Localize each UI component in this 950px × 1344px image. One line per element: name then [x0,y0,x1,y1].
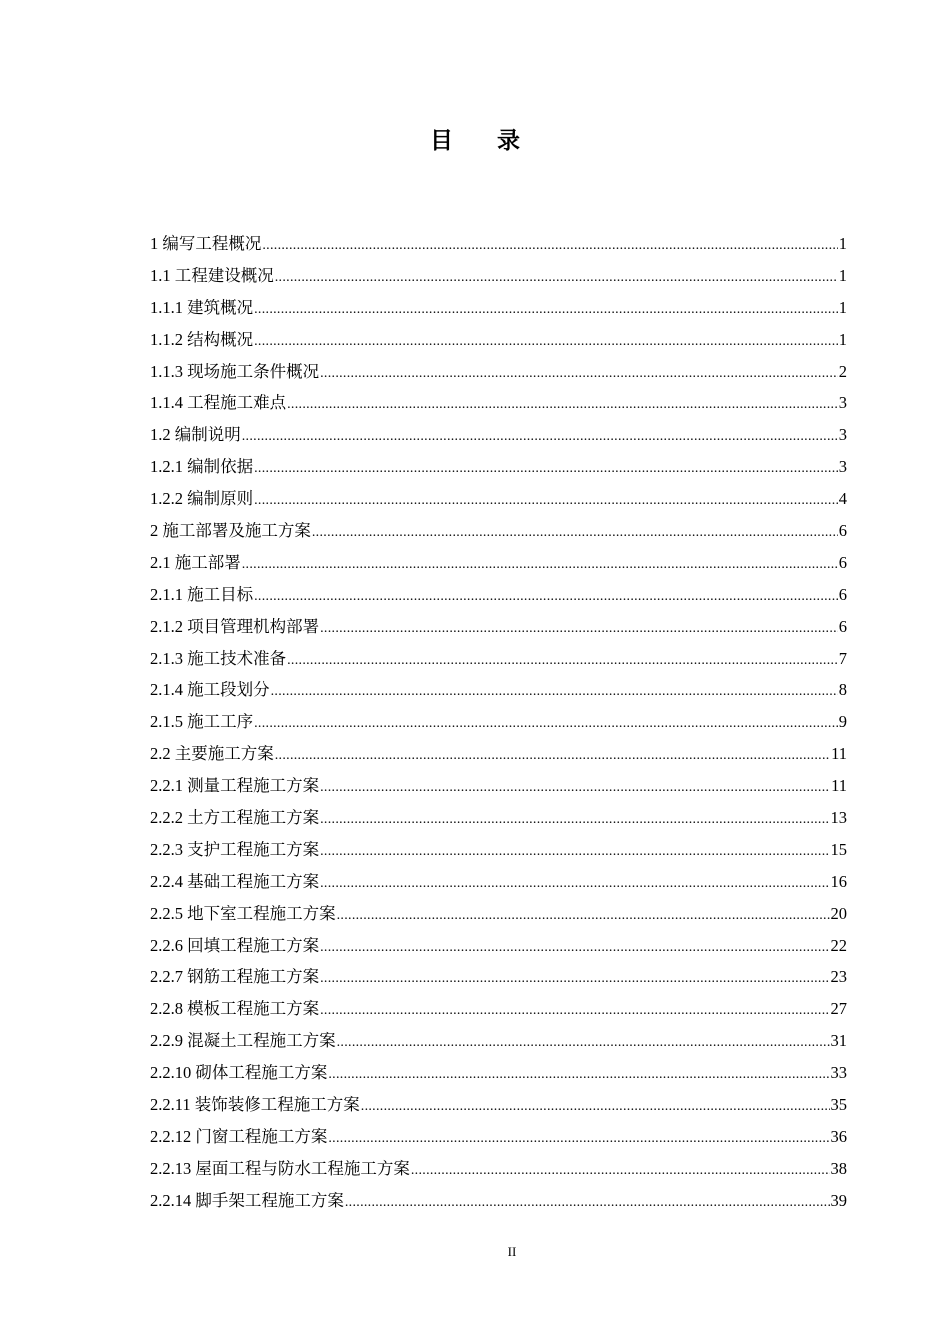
toc-entry-page-number: 39 [830,1190,847,1210]
toc-entry-label: 1.1 工程建设概况 [150,265,274,285]
toc-entry-label: 2.2.3 支护工程施工方案 [150,839,320,859]
toc-entry-page-number: 27 [830,999,847,1019]
toc-entry-label: 2.2.10 砌体工程施工方案 [150,1063,328,1083]
page-number-footer: II [507,1244,517,1259]
toc-entry-label: 2 施工部署及施工方案 [150,521,311,541]
toc-entry-page-number: 9 [838,712,847,732]
toc-entry-page-number: 6 [838,584,847,604]
toc-entry[interactable] [150,1121,847,1153]
toc-entry[interactable] [150,356,847,388]
toc-entry-label: 2.2.11 装饰装修工程施工方案 [150,1095,360,1115]
toc-entry[interactable] [150,1025,847,1057]
toc-dot-leader [254,483,838,517]
toc-entry-page-number: 15 [830,839,847,859]
toc-dot-leader [320,356,838,390]
toc-entry-page-number: 11 [831,744,847,764]
page-title: 目 录 [429,128,538,154]
toc-entry-label: 1.2.1 编制依据 [150,457,254,477]
toc-entry[interactable] [150,674,847,706]
toc-entry-label: 2.2.9 混凝土工程施工方案 [150,1031,336,1051]
toc-dot-leader [242,547,838,581]
toc-entry-page-number: 20 [830,903,847,923]
toc-entry-page-number: 33 [830,1063,847,1083]
toc-entry-page-number: 13 [830,808,847,828]
toc-entry-label: 1 编写工程概况 [150,234,262,253]
toc-entry-label: 2.2.8 模板工程施工方案 [150,999,320,1019]
toc-entry-label: 2.2.12 门窗工程施工方案 [150,1126,328,1146]
toc-entry-page-number: 22 [830,935,847,955]
toc-entry-label: 2.1.3 施工技术准备 [150,648,287,668]
toc-entry-label: 2.2.13 屋面工程与防水工程施工方案 [150,1158,410,1178]
toc-dot-leader [254,292,838,326]
toc-entry-label: 2.2.14 脚手架工程施工方案 [150,1190,344,1210]
toc-dot-leader [275,260,838,294]
toc-entry[interactable] [150,930,847,962]
toc-entry-page-number: 1 [838,297,847,317]
toc-entry-label: 2.1.2 项目管理机构部署 [150,616,320,636]
toc-entry[interactable] [150,834,847,866]
toc-entry[interactable] [150,611,847,643]
toc-entry-label: 2.1.4 施工段划分 [150,680,270,700]
toc-entry-label: 1.1.3 现场施工条件概况 [150,361,320,381]
toc-entry-label: 2.1.5 施工工序 [150,712,254,732]
toc-entry-label: 2.2.6 回填工程施工方案 [150,935,320,955]
toc-entry[interactable] [150,260,847,292]
toc-dot-leader [337,898,830,932]
toc-entry[interactable] [150,643,847,675]
toc-entry-page-number: 35 [830,1095,847,1115]
toc-entry-page-number: 31 [830,1031,847,1051]
toc-entry-label: 2.2.1 测量工程施工方案 [150,776,320,796]
toc-dot-leader [320,770,830,804]
toc-entry-page-number: 3 [838,457,847,477]
toc-entry-page-number: 6 [838,521,847,541]
toc-entry-label: 2.2.7 钢筋工程施工方案 [150,967,320,987]
toc-entry[interactable] [150,387,847,419]
toc-dot-leader [320,930,829,964]
toc-dot-leader [361,1089,830,1123]
toc-entry[interactable] [150,961,847,993]
toc-dot-leader [320,993,829,1027]
toc-entry-page-number: 8 [838,680,847,700]
toc-dot-leader [254,706,838,740]
toc-entry[interactable] [150,1185,847,1217]
toc-entry-page-number: 2 [838,361,847,381]
toc-entry[interactable] [150,1057,847,1089]
toc-entry-label: 1.1.2 结构概况 [150,329,254,349]
toc-entry-label: 1.2.2 编制原则 [150,489,254,509]
toc-entry-label: 2.2.5 地下室工程施工方案 [150,903,336,923]
toc-entry[interactable] [150,515,847,547]
toc-dot-leader [320,802,829,836]
toc-entry-page-number: 16 [830,871,847,891]
toc-dot-leader [328,1121,829,1155]
toc-entry-page-number: 6 [838,616,847,636]
toc-entry-page-number: 1 [838,329,847,349]
toc-entry[interactable] [150,483,847,515]
toc-entry-page-number: 36 [830,1126,847,1146]
toc-dot-leader [328,1057,829,1091]
toc-entry[interactable] [150,228,847,260]
toc-dot-leader [242,419,838,453]
toc-dot-leader [337,1025,830,1059]
toc-entry-page-number: 38 [830,1158,847,1178]
table-of-contents [150,228,847,1217]
toc-entry-label: 2.1.1 施工目标 [150,584,254,604]
toc-entry-label: 2.1 施工部署 [150,552,241,572]
toc-dot-leader [320,961,829,995]
toc-entry-page-number: 3 [838,425,847,445]
toc-entry[interactable] [150,547,847,579]
toc-entry[interactable] [150,866,847,898]
toc-entry-page-number: 6 [838,552,847,572]
toc-entry[interactable] [150,451,847,483]
toc-dot-leader [254,451,838,485]
toc-dot-leader [254,324,838,358]
toc-entry-label: 2.2.2 土方工程施工方案 [150,808,320,828]
toc-entry[interactable] [150,802,847,834]
toc-entry-page-number: 11 [831,776,847,796]
toc-entry[interactable] [150,1089,847,1121]
toc-entry[interactable] [150,419,847,451]
toc-entry[interactable] [150,706,847,738]
toc-entry[interactable] [150,1153,847,1185]
toc-dot-leader [320,834,829,868]
toc-entry-label: 2.2.4 基础工程施工方案 [150,871,320,891]
toc-entry-page-number: 7 [838,648,847,668]
toc-entry[interactable] [150,770,847,802]
toc-entry-page-number: 1 [838,234,847,253]
toc-entry-label: 2.2 主要施工方案 [150,744,274,764]
toc-entry-page-number: 3 [838,393,847,413]
toc-entry-page-number: 23 [830,967,847,987]
toc-entry-page-number: 4 [838,489,847,509]
toc-dot-leader [320,611,838,645]
toc-dot-leader [254,579,838,613]
toc-entry[interactable] [150,898,847,930]
toc-dot-leader [287,643,838,677]
toc-entry[interactable] [150,324,847,356]
toc-dot-leader [312,515,838,549]
toc-entry-label: 1.1.4 工程施工难点 [150,393,287,413]
toc-entry-label: 1.2 编制说明 [150,425,241,445]
toc-dot-leader [411,1153,830,1187]
toc-entry-label: 1.1.1 建筑概况 [150,297,254,317]
toc-dot-leader [275,738,830,772]
toc-dot-leader [271,674,838,708]
toc-entry[interactable] [150,738,847,770]
toc-entry[interactable] [150,579,847,611]
toc-entry[interactable] [150,292,847,324]
toc-dot-leader [320,866,829,900]
toc-dot-leader [287,387,838,421]
toc-dot-leader [345,1185,830,1219]
toc-dot-leader [262,228,837,262]
toc-entry-page-number: 1 [838,265,847,285]
toc-entry[interactable] [150,993,847,1025]
